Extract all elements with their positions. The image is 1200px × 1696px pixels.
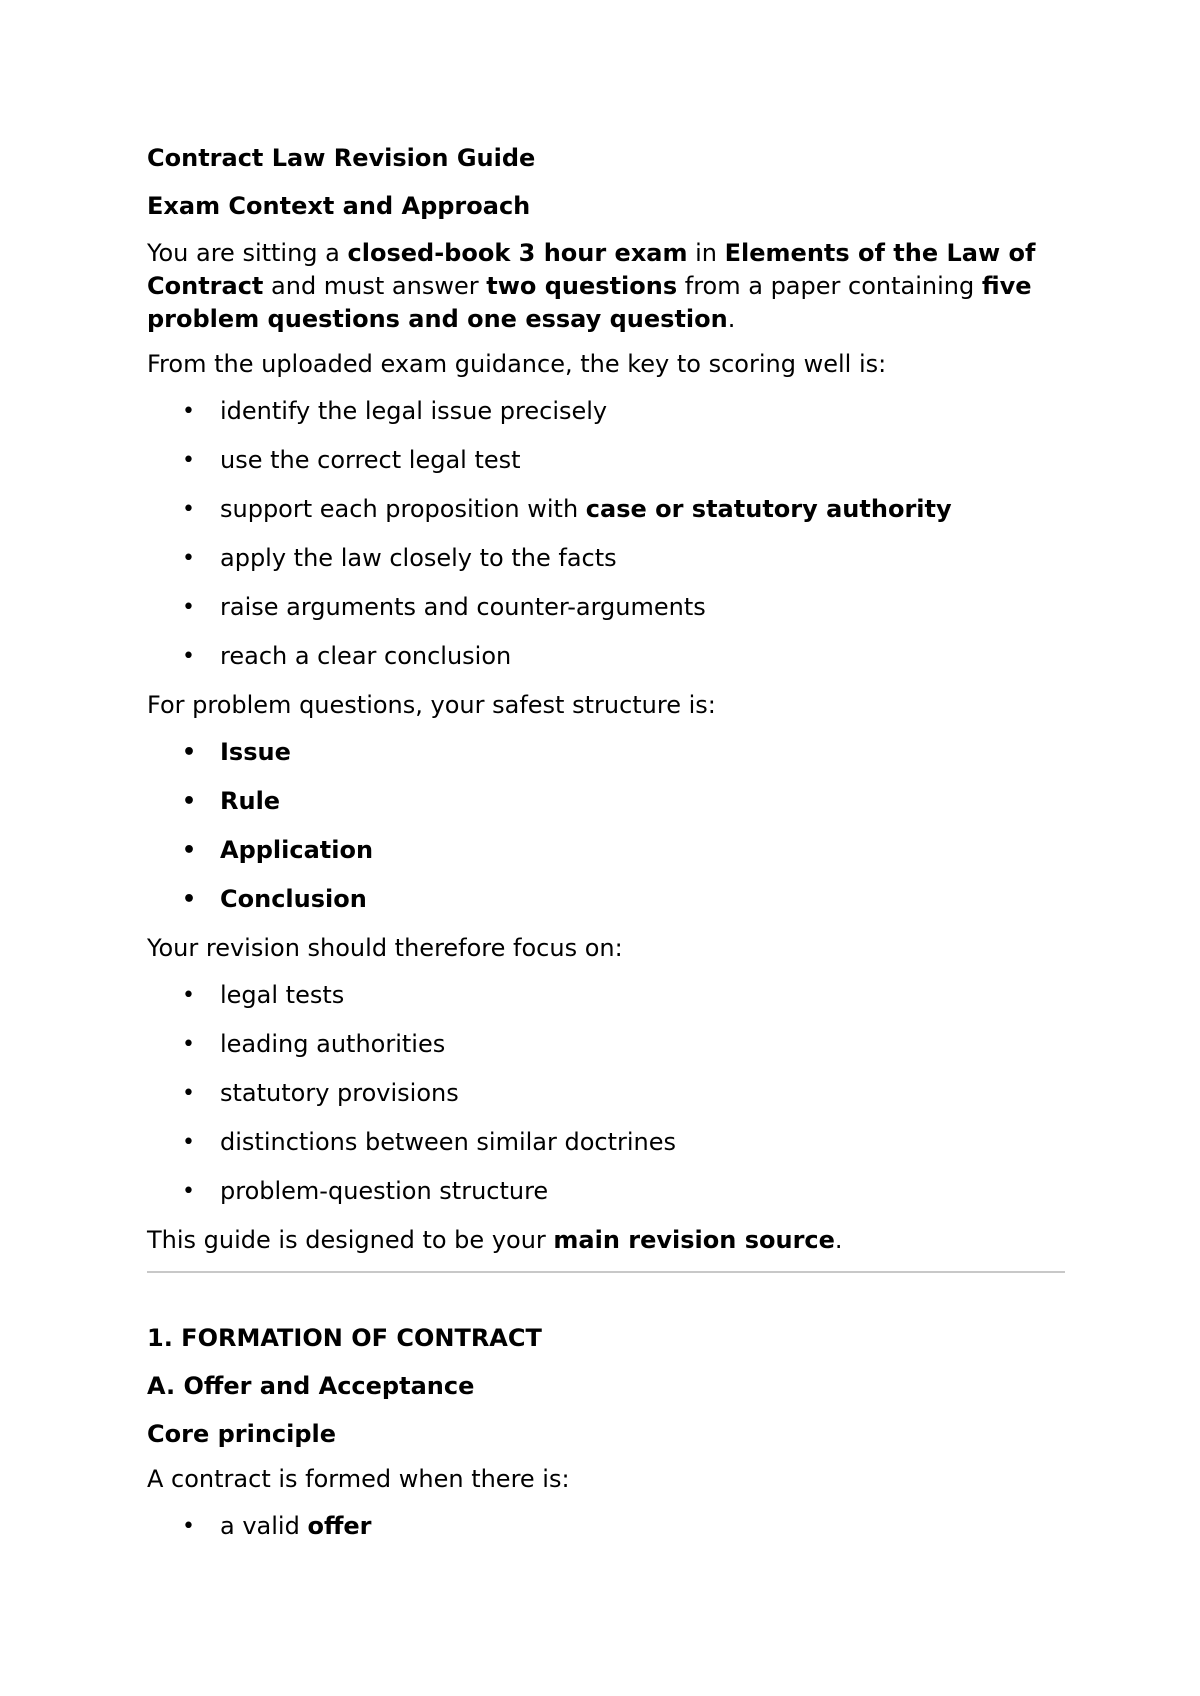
list-item	[147, 1510, 1065, 1543]
intro-bold-questions: two questions	[486, 272, 678, 300]
focus-list	[147, 979, 1065, 1208]
formation-list	[147, 1510, 1065, 1543]
structure-list	[147, 736, 1065, 916]
closing-paragraph	[147, 1224, 1065, 1257]
list-item: • raise arguments and counter-arguments	[147, 591, 1065, 624]
list-item: • legal tests	[147, 979, 1065, 1012]
intro-bold-paper-format: five problem questions and one essay question	[147, 272, 1032, 333]
closing-bold: main revision source	[553, 1226, 835, 1254]
intro-text: .	[727, 305, 736, 333]
list-item: • use the correct legal test	[147, 444, 1065, 477]
intro-text: from a paper containing	[677, 272, 982, 300]
list-item-bold: case or statutory authority	[585, 495, 952, 523]
list-item: • reach a clear conclusion	[147, 640, 1065, 673]
structure-lead: For problem questions, your safest structure is:	[147, 691, 716, 719]
closing-text: This guide is designed to be your	[147, 1226, 554, 1254]
list-item: • leading authorities	[147, 1028, 1065, 1061]
intro-text: and must answer	[263, 272, 487, 300]
core-principle-label: Core principle	[147, 1420, 337, 1448]
document-body	[147, 141, 1065, 1543]
closing-text: .	[834, 1226, 843, 1254]
list-item: • apply the law closely to the facts	[147, 542, 1065, 575]
list-item: • statutory provisions	[147, 1077, 1065, 1110]
list-item-bold: offer	[307, 1512, 372, 1540]
focus-lead: Your revision should therefore focus on:	[147, 934, 623, 962]
list-item	[147, 493, 1065, 526]
list-item-text: a valid	[220, 1512, 308, 1540]
formation-lead: A contract is formed when there is:	[147, 1465, 570, 1493]
intro-bold-module: Elements of the Law of Contract	[147, 239, 1036, 300]
section-heading-formation: 1. FORMATION OF CONTRACT	[147, 1324, 542, 1352]
list-item: • Conclusion	[147, 883, 1065, 916]
list-item: • Rule	[147, 785, 1065, 818]
document-title: Contract Law Revision Guide	[147, 144, 536, 172]
guidance-lead: From the uploaded exam guidance, the key to scoring well is:	[147, 350, 887, 378]
section-heading-exam-context: Exam Context and Approach	[147, 192, 531, 220]
subsection-heading-offer-acceptance: A. Offer and Acceptance	[147, 1372, 475, 1400]
list-item: • problem-question structure	[147, 1175, 1065, 1208]
intro-text: in	[687, 239, 725, 267]
list-item: • Issue	[147, 736, 1065, 769]
list-item: • Application	[147, 834, 1065, 867]
list-item: • identify the legal issue precisely	[147, 395, 1065, 428]
horizontal-divider	[147, 1271, 1065, 1273]
list-item: • distinctions between similar doctrines	[147, 1126, 1065, 1159]
intro-bold-exam-type: closed-book 3 hour exam	[347, 239, 688, 267]
guidance-list	[147, 395, 1065, 673]
intro-text: You are sitting a	[147, 239, 348, 267]
list-item-text: support each proposition with	[220, 495, 586, 523]
intro-paragraph	[147, 237, 1065, 336]
